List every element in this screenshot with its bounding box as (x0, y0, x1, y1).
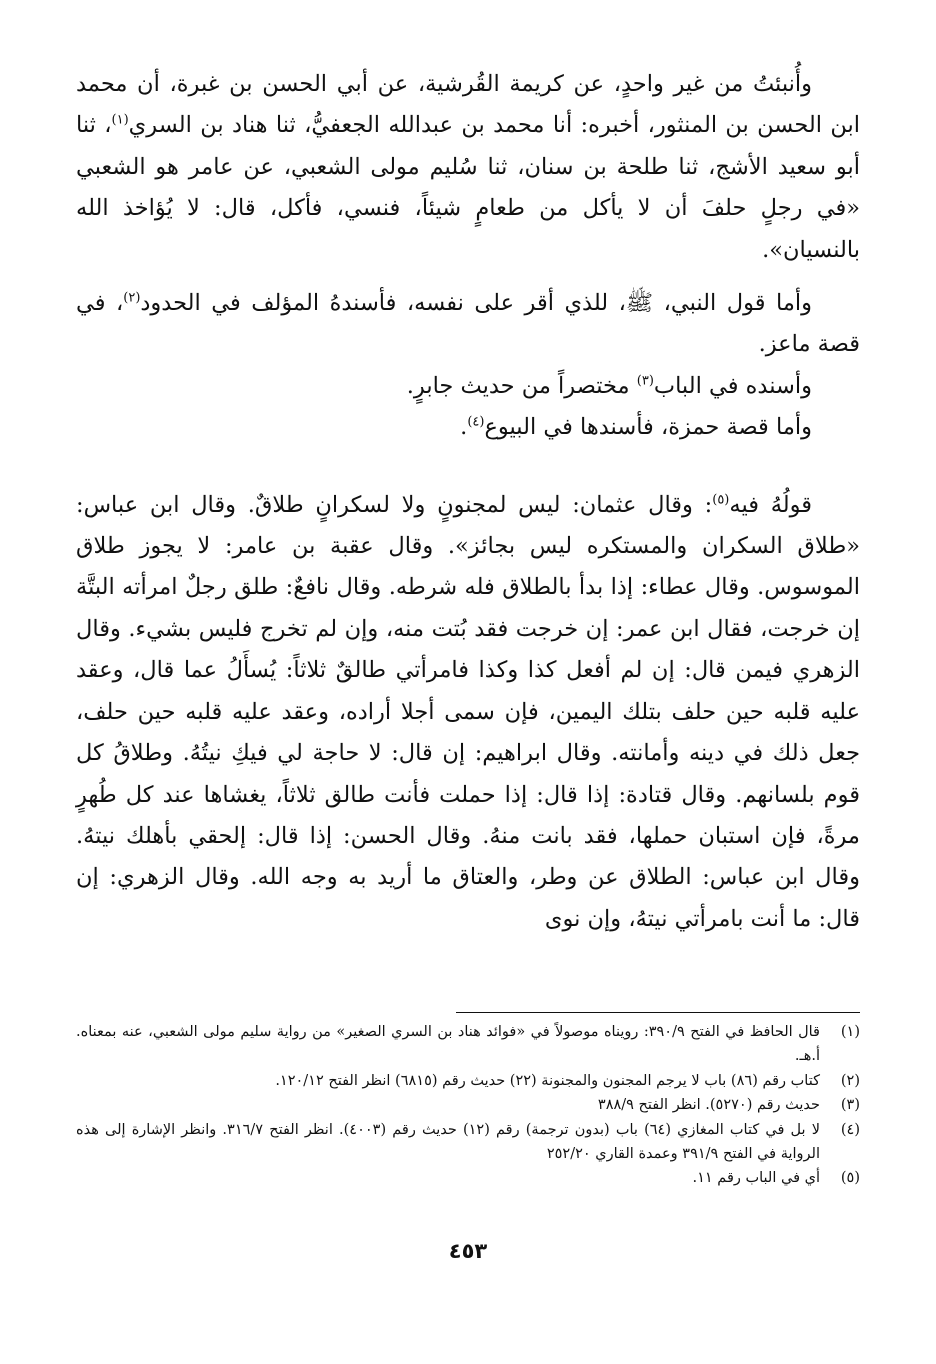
footnote-divider (456, 1012, 860, 1013)
footnote-number: (٥) (840, 1170, 860, 1187)
footnote-text: حديث رقم (٥٢٧٠). انظر الفتح ٣٨٨/٩ (597, 1097, 820, 1114)
paragraph-1-tail: ، ثنا أبو سعيد الأشج، ثنا طلحة بن سنان، ثنا سُليم مولى الشعبي، عن عامر هو الشعبي «في رجلٍ حلفَ أن لا يأكل من طعامٍ شيئاً، فنسي، فأكل، قال: لا يُؤاخذ الله بالنسيان». (76, 112, 860, 263)
footnote-number: (٢) (840, 1072, 860, 1089)
footnote-number: (١) (840, 1024, 860, 1040)
paragraph-4-text: وأما قصة حمزة، فأسندها في البيوع (484, 414, 812, 441)
paragraph-5-text: قولُهُ فيه (729, 491, 813, 518)
footnote-number: (٤) (840, 1121, 860, 1138)
main-text (76, 64, 860, 940)
paragraph-4-tail: . (460, 414, 468, 441)
paragraph-1-text: وأُنبئتُ من غير واحدٍ، عن كريمة القُرشية، عن أبي الحسن بن غبرة، أن محمد ابن الحسن بن المنثور، أخبره: أنا محمد بن عبدالله الجعفيُّ، ثنا هناد بن السري (76, 71, 860, 139)
footnote-1 (76, 1020, 860, 1069)
footnote-text: أي في الباب رقم ١١. (692, 1170, 820, 1187)
footnote-number: (٣) (840, 1097, 860, 1114)
footnote-ref-5[interactable]: (٥) (712, 492, 730, 508)
footnote-text: كتاب رقم (٨٦) باب لا يرجم المجنون والمجنونة (٢٢) حديث رقم (٦٨١٥) انظر الفتح ١٢٠/١٢. (275, 1072, 820, 1089)
footnote-2 (76, 1069, 860, 1093)
paragraph-5 (76, 485, 860, 940)
footnote-ref-4[interactable]: (٤) (467, 414, 485, 430)
footnote-ref-3[interactable]: (٣) (636, 373, 654, 389)
paragraph-1 (76, 64, 860, 271)
footnote-3 (76, 1093, 860, 1117)
footnote-ref-2[interactable]: (٢) (123, 290, 141, 306)
paragraph-3 (76, 366, 860, 407)
footnote-text: لا بل في كتاب المغازي (٦٤) باب (بدون ترجمة) رقم (١٢) حديث رقم (٤٠٠٣). انظر الفتح ٣١٦/٧. وانظر الإشارة إلى هذه الرواية في الفتح ٣٩١/٩ وعمدة القاري ٢٥٢/٢٠ (76, 1121, 820, 1163)
footnote-5 (76, 1166, 860, 1190)
paragraph-2 (76, 283, 860, 366)
paragraph-4 (76, 407, 860, 448)
footnote-ref-1[interactable]: (١) (111, 112, 129, 128)
paragraph-3-text: وأسنده في الباب (653, 372, 812, 399)
footnotes (76, 1020, 860, 1191)
footnote-text: قال الحافظ في الفتح ٣٩٠/٩: رويناه موصولاً في «فوائد هناد بن السري الصغير» من رواية سليم مولى الشعبي، عنه بمعناه. أ.هـ. (76, 1024, 820, 1065)
paragraph-5-tail: : وقال عثمان: ليس لمجنونٍ ولا لسكرانٍ طلاقٌ. وقال ابن عباس: «طلاق السكران والمستكره ليس بجائز». وقال عقبة بن عامر: لا يجوز طلاق الموسوس. وقال عطاء: إذا بدأ بالطلاق فله شرطه. وقال نافعٌ: طلق رجلٌ امرأته البتَّة إن خرجت، فقال ابن عمر: إن خرجت فقد بُتت منه، وإن لم تخرج فليس بشيء. وقال الزهري فيمن قال: إن لم أفعل كذا وكذا فامرأتي طالقٌ ثلاثاً: يُسأَلُ عما قال، وعقد عليه قلبه حين حلف بتلك اليمين، فإن سمى أجلا أراده، وعقد عليه قلبه حين حلف، جعل ذلك في دينه وأمانته. وقال ابراهيم: إن قال: لا حاجة لي فيكِ نيتُهُ. وطلاقُ كل قوم بلسانهم. وقال قتادة: إذا قال: إذا حملت فأنت طالق ثلاثاً، يغشاها عند كل طُهرٍ مرةً، فإن استبان حملها، فقد بانت منهُ. وقال الحسن: إذا قال: إلحقي بأهلك نيتهُ. وقال ابن عباس: الطلاق عن وطر، والعتاق ما أريد به وجه الله. وقال الزهري: إن قال: ما أنت بامرأتي نيتهُ، وإن نوى (76, 491, 860, 932)
page-number: ٤٥٣ (448, 1239, 488, 1263)
paragraph-3-tail: مختصراً من حديث جابرٍ. (406, 372, 637, 399)
paragraph-2-text: وأما قول النبي، ﷺ، للذي أقر على نفسه، فأسندهُ المؤلف في الحدود (140, 290, 812, 317)
footnote-4 (76, 1118, 860, 1167)
paragraph-2-tail: ، في قصة ماعز. (76, 290, 860, 358)
